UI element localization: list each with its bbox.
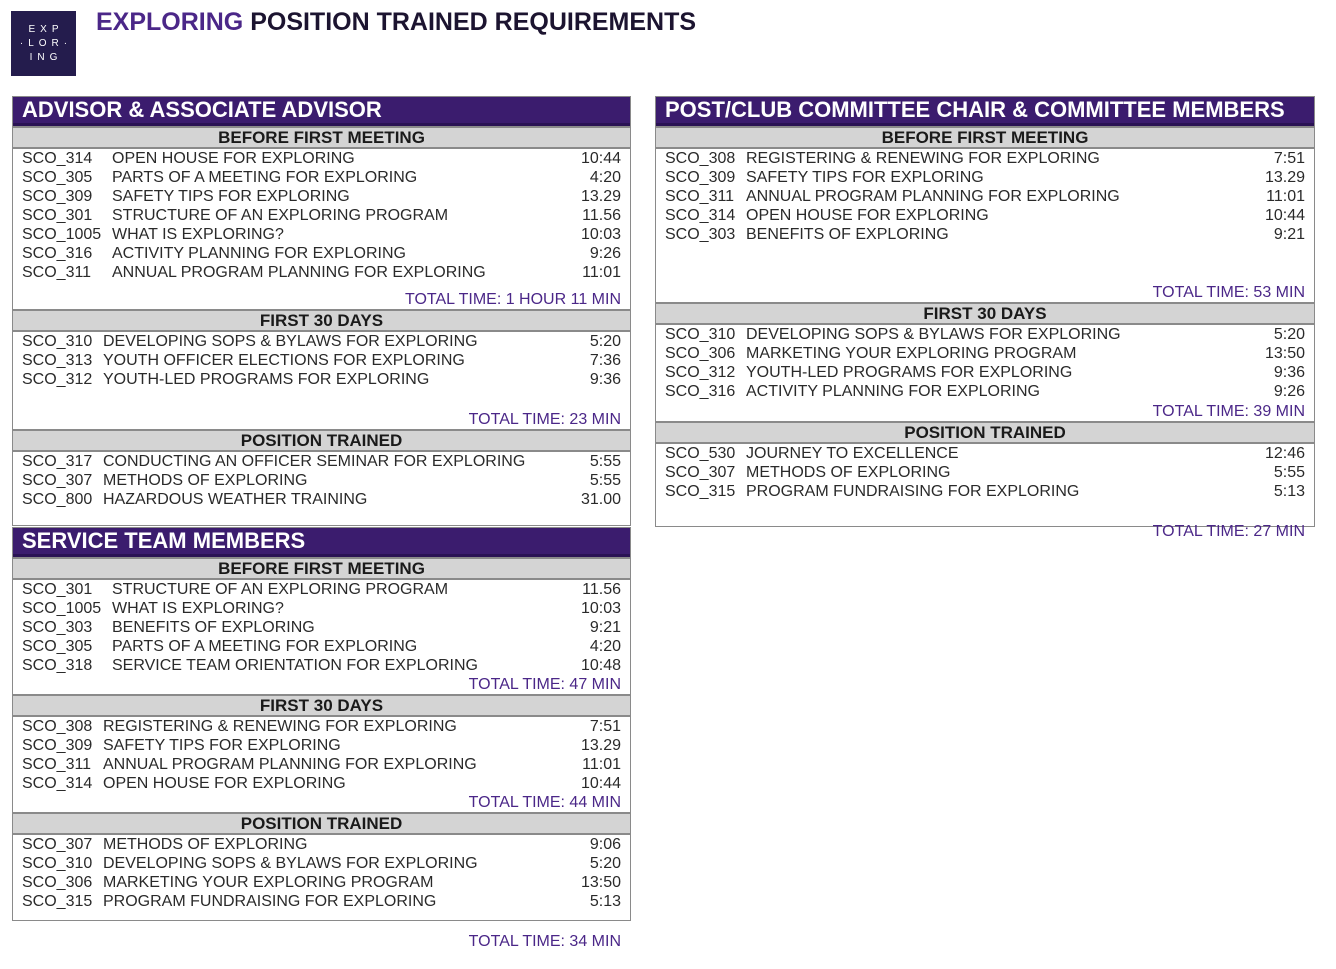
course-code: SCO_316 (22, 245, 93, 262)
course-name: PARTS OF A MEETING FOR EXPLORING (112, 169, 418, 186)
course-name: METHODS OF EXPLORING (103, 836, 308, 853)
section-body (13, 332, 630, 429)
course-name: OPEN HOUSE FOR EXPLORING (103, 775, 346, 792)
advisor-panel-heading: ADVISOR & ASSOCIATE ADVISOR (13, 97, 630, 126)
page-title-accent: EXPLORING (96, 8, 244, 36)
course-duration: 9:36 (1273, 364, 1305, 381)
course-duration: 13:50 (580, 874, 621, 891)
course-name: WHAT IS EXPLORING? (112, 600, 284, 617)
course-row (22, 351, 621, 370)
course-duration: 11:01 (582, 264, 621, 281)
course-code: SCO_311 (665, 188, 735, 205)
course-row (665, 463, 1305, 482)
service-team-sections (13, 557, 630, 951)
course-name: MARKETING YOUR EXPLORING PROGRAM (103, 874, 434, 891)
section-heading: FIRST 30 DAYS (656, 302, 1314, 325)
course-code: SCO_314 (22, 150, 93, 167)
course-name: DEVELOPING SOPS & BYLAWS FOR EXPLORING (103, 333, 478, 350)
course-name: PROGRAM FUNDRAISING FOR EXPLORING (103, 893, 437, 910)
course-row (22, 370, 621, 389)
course-row (665, 206, 1305, 225)
course-row (665, 363, 1305, 382)
course-duration: 9:06 (589, 836, 621, 853)
course-duration: 9:26 (589, 245, 621, 262)
service-team-panel-heading: SERVICE TEAM MEMBERS (13, 528, 630, 557)
course-duration: 4:20 (589, 638, 621, 655)
course-code: SCO_309 (22, 737, 93, 754)
course-duration: 10:03 (580, 600, 621, 617)
course-row (22, 637, 621, 656)
course-duration: 13:50 (1264, 345, 1305, 362)
course-name: OPEN HOUSE FOR EXPLORING (112, 150, 355, 167)
advisor-sections (13, 126, 630, 549)
course-row (22, 854, 621, 873)
course-duration: 7:51 (1273, 150, 1305, 167)
course-row (22, 892, 621, 911)
course-duration: 12:46 (1264, 445, 1305, 462)
course-name: MARKETING YOUR EXPLORING PROGRAM (746, 345, 1077, 362)
course-name: STRUCTURE OF AN EXPLORING PROGRAM (112, 581, 449, 598)
course-code: SCO_305 (22, 638, 93, 655)
section-heading: POSITION TRAINED (13, 429, 630, 452)
course-name: YOUTH OFFICER ELECTIONS FOR EXPLORING (103, 352, 465, 369)
course-duration: 11.56 (582, 581, 621, 598)
course-code: SCO_314 (22, 775, 93, 792)
course-name: SAFETY TIPS FOR EXPLORING (746, 169, 984, 186)
logo-line-3: ING (29, 51, 63, 63)
course-code: SCO_1005 (22, 600, 102, 617)
course-row (22, 206, 621, 225)
course-row (22, 225, 621, 244)
course-duration: 13.29 (580, 188, 621, 205)
course-row (22, 263, 621, 282)
section-heading: BEFORE FIRST MEETING (13, 126, 630, 149)
course-row (22, 490, 621, 509)
course-name: DEVELOPING SOPS & BYLAWS FOR EXPLORING (746, 326, 1121, 343)
course-code: SCO_318 (22, 657, 93, 674)
course-code: SCO_311 (22, 264, 92, 281)
committee-panel-heading: POST/CLUB COMMITTEE CHAIR & COMMITTEE MEMBERS (656, 97, 1314, 126)
course-duration: 5:20 (589, 855, 621, 872)
course-row (22, 471, 621, 490)
course-duration: 9:21 (1273, 226, 1305, 243)
course-name: ANNUAL PROGRAM PLANNING FOR EXPLORING (746, 188, 1120, 205)
course-name: HAZARDOUS WEATHER TRAINING (103, 491, 368, 508)
course-name: METHODS OF EXPLORING (746, 464, 951, 481)
course-row (665, 187, 1305, 206)
course-row (22, 244, 621, 263)
course-row (22, 736, 621, 755)
course-code: SCO_317 (22, 453, 93, 470)
course-row (22, 774, 621, 793)
section-heading: BEFORE FIRST MEETING (656, 126, 1314, 149)
course-duration: 11:01 (1266, 188, 1305, 205)
course-duration: 10:44 (580, 150, 621, 167)
course-name: METHODS OF EXPLORING (103, 472, 308, 489)
course-name: OPEN HOUSE FOR EXPLORING (746, 207, 989, 224)
course-code: SCO_305 (22, 169, 93, 186)
course-duration: 4:20 (589, 169, 621, 186)
course-duration: 10:03 (580, 226, 621, 243)
course-code: SCO_306 (665, 345, 736, 362)
section-body (656, 149, 1314, 302)
course-name: ACTIVITY PLANNING FOR EXPLORING (746, 383, 1040, 400)
course-duration: 10:44 (580, 775, 621, 792)
course-code: SCO_308 (665, 150, 736, 167)
course-name: YOUTH-LED PROGRAMS FOR EXPLORING (746, 364, 1073, 381)
service-team-panel (12, 527, 631, 950)
course-row (22, 599, 621, 618)
course-name: PROGRAM FUNDRAISING FOR EXPLORING (746, 483, 1080, 500)
course-code: SCO_530 (665, 445, 736, 462)
course-row (22, 187, 621, 206)
course-duration: 7:51 (589, 718, 621, 735)
course-name: STRUCTURE OF AN EXPLORING PROGRAM (112, 207, 449, 224)
section-heading: FIRST 30 DAYS (13, 309, 630, 332)
course-name: SAFETY TIPS FOR EXPLORING (112, 188, 350, 205)
course-row (22, 835, 621, 854)
committee-sections (656, 126, 1314, 541)
section-total-time: TOTAL TIME: 1 HOUR 11 MIN (404, 291, 621, 308)
logo-line-1: EXP (28, 23, 64, 35)
course-code: SCO_303 (22, 619, 93, 636)
section-body (656, 325, 1314, 421)
course-duration: 5:55 (589, 472, 621, 489)
course-row (22, 168, 621, 187)
course-duration: 5:13 (1273, 483, 1305, 500)
course-code: SCO_310 (22, 855, 93, 872)
course-duration: 13.29 (1264, 169, 1305, 186)
course-duration: 7:36 (589, 352, 621, 369)
course-code: SCO_310 (665, 326, 736, 343)
course-duration: 5:13 (589, 893, 621, 910)
course-duration: 13.29 (580, 737, 621, 754)
course-code: SCO_310 (22, 333, 93, 350)
course-name: CONDUCTING AN OFFICER SEMINAR FOR EXPLORING (103, 453, 526, 470)
course-duration: 5:55 (1273, 464, 1305, 481)
course-name: PARTS OF A MEETING FOR EXPLORING (112, 638, 418, 655)
course-code: SCO_313 (22, 352, 93, 369)
exploring-logo (11, 11, 76, 76)
course-name: SERVICE TEAM ORIENTATION FOR EXPLORING (112, 657, 478, 674)
logo-line-2: ·LOR· (19, 37, 73, 49)
section-total-time: TOTAL TIME: 23 MIN (468, 411, 621, 428)
course-name: WHAT IS EXPLORING? (112, 226, 284, 243)
course-code: SCO_316 (665, 383, 736, 400)
course-row (22, 149, 621, 168)
section-total-time: TOTAL TIME: 53 MIN (1152, 284, 1305, 301)
course-name: ANNUAL PROGRAM PLANNING FOR EXPLORING (112, 264, 486, 281)
section-total-time: TOTAL TIME: 47 MIN (468, 676, 621, 693)
section-body (13, 717, 630, 812)
course-code: SCO_308 (22, 718, 93, 735)
section-body (656, 444, 1314, 541)
course-code: SCO_307 (665, 464, 736, 481)
course-row (665, 344, 1305, 363)
course-code: SCO_309 (665, 169, 736, 186)
course-row (665, 325, 1305, 344)
course-code: SCO_315 (22, 893, 93, 910)
section-total-time: TOTAL TIME: 39 MIN (1152, 403, 1305, 420)
course-name: ANNUAL PROGRAM PLANNING FOR EXPLORING (103, 756, 477, 773)
course-code: SCO_312 (665, 364, 736, 381)
course-code: SCO_314 (665, 207, 736, 224)
section-heading: POSITION TRAINED (656, 421, 1314, 444)
course-code: SCO_1005 (22, 226, 102, 243)
course-duration: 10:44 (1264, 207, 1305, 224)
section-total-time: TOTAL TIME: 44 MIN (468, 794, 621, 811)
course-code: SCO_301 (22, 207, 93, 224)
section-body (13, 149, 630, 309)
course-row (22, 618, 621, 637)
course-duration: 11:01 (582, 756, 621, 773)
page-title (96, 8, 696, 37)
course-code: SCO_309 (22, 188, 93, 205)
course-code: SCO_301 (22, 581, 93, 598)
course-duration: 5:20 (1273, 326, 1305, 343)
committee-panel (655, 96, 1315, 540)
course-duration: 10:48 (580, 657, 621, 674)
course-name: JOURNEY TO EXCELLENCE (746, 445, 959, 462)
course-row (22, 755, 621, 774)
page-title-rest: POSITION TRAINED REQUIREMENTS (243, 8, 697, 36)
course-code: SCO_312 (22, 371, 93, 388)
course-name: REGISTERING & RENEWING FOR EXPLORING (746, 150, 1100, 167)
course-row (665, 444, 1305, 463)
course-name: BENEFITS OF EXPLORING (112, 619, 315, 636)
course-row (22, 873, 621, 892)
course-row (665, 168, 1305, 187)
course-row (22, 580, 621, 599)
course-duration: 9:26 (1273, 383, 1305, 400)
course-code: SCO_311 (22, 756, 92, 773)
course-duration: 31.00 (580, 491, 621, 508)
section-heading: FIRST 30 DAYS (13, 694, 630, 717)
course-row (665, 149, 1305, 168)
course-row (22, 656, 621, 675)
course-row (665, 382, 1305, 401)
course-name: ACTIVITY PLANNING FOR EXPLORING (112, 245, 406, 262)
course-name: SAFETY TIPS FOR EXPLORING (103, 737, 341, 754)
course-code: SCO_800 (22, 491, 93, 508)
course-code: SCO_306 (22, 874, 93, 891)
course-code: SCO_315 (665, 483, 736, 500)
section-total-time: TOTAL TIME: 34 MIN (468, 933, 621, 950)
course-duration: 9:21 (589, 619, 621, 636)
course-duration: 5:20 (589, 333, 621, 350)
course-row (22, 332, 621, 351)
course-row (665, 482, 1305, 501)
course-duration: 9:36 (589, 371, 621, 388)
course-name: BENEFITS OF EXPLORING (746, 226, 949, 243)
course-name: DEVELOPING SOPS & BYLAWS FOR EXPLORING (103, 855, 478, 872)
course-duration: 5:55 (589, 453, 621, 470)
course-row (22, 717, 621, 736)
course-name: REGISTERING & RENEWING FOR EXPLORING (103, 718, 457, 735)
course-duration: 11.56 (582, 207, 621, 224)
course-code: SCO_307 (22, 836, 93, 853)
advisor-panel (12, 96, 631, 526)
course-code: SCO_307 (22, 472, 93, 489)
section-total-time: TOTAL TIME: 27 MIN (1152, 523, 1305, 540)
section-heading: POSITION TRAINED (13, 812, 630, 835)
section-body (13, 580, 630, 694)
course-code: SCO_303 (665, 226, 736, 243)
section-body (13, 835, 630, 951)
section-heading: BEFORE FIRST MEETING (13, 557, 630, 580)
course-row (665, 225, 1305, 244)
course-row (22, 452, 621, 471)
course-name: YOUTH-LED PROGRAMS FOR EXPLORING (103, 371, 430, 388)
